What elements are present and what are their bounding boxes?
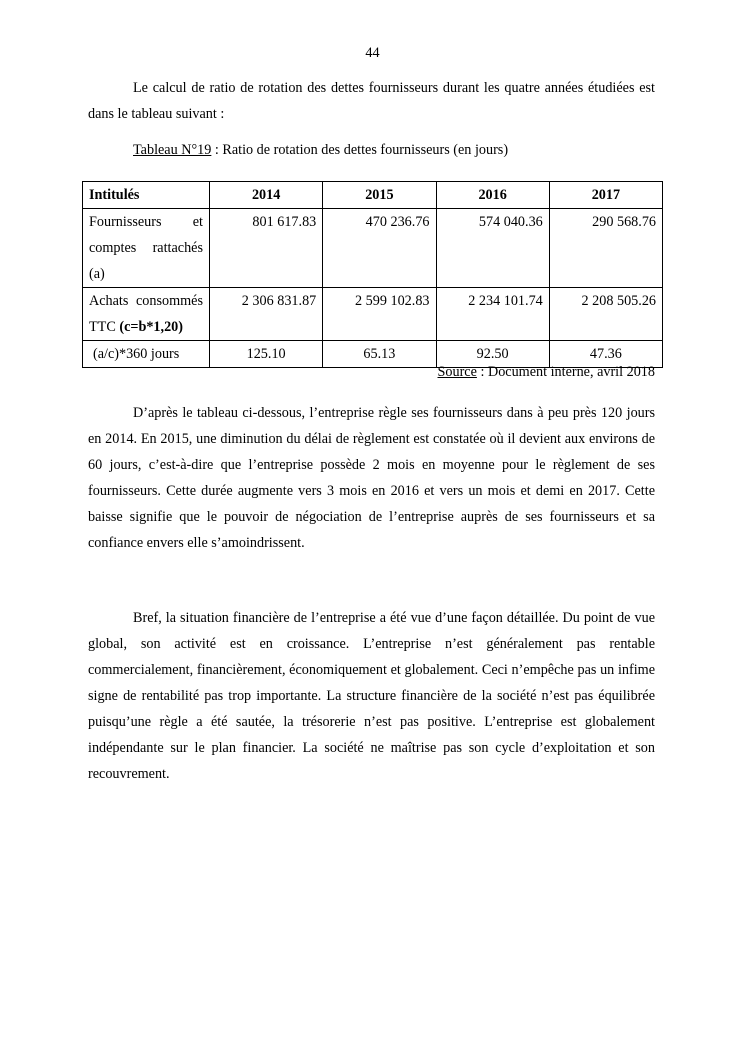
table-caption-label: Tableau N°19: [133, 142, 212, 158]
table-caption: [133, 142, 508, 159]
table-header-row: [83, 182, 663, 209]
row-label-fournisseurs: Fournisseurs et comptes rattachés (a): [83, 209, 210, 288]
ratio-table: [82, 181, 663, 368]
header-cell-2017: 2017: [549, 182, 662, 209]
header-cell-2015: 2015: [323, 182, 436, 209]
row-label-achats-formula: (c=b*1,20): [119, 319, 183, 335]
table-source: [438, 364, 656, 381]
table-cell: 290 568.76: [549, 209, 662, 288]
table-cell: 47.36: [549, 341, 662, 368]
table-cell: 470 236.76: [323, 209, 436, 288]
row-label-achats-text: Achats consommés TTC: [89, 293, 203, 335]
table-cell: 92.50: [436, 341, 549, 368]
table-cell: 2 208 505.26: [549, 288, 662, 341]
intro-paragraph: Le calcul de ratio de rotation des dettes fournisseurs durant les quatre années étudiées est dans le tableau suivant :: [88, 80, 655, 122]
summary-paragraph: Bref, la situation financière de l’entreprise a été vue d’une façon détaillée. Du point de vue global, son activité est en croissance. L’entreprise n’est généralement pas rentable commercialement, financièrement, économiquement et globalement. Ceci n’empêche pas un infime signe de rentabilité pas trop importante. La structure financière de la société n’est pas équilibrée puisqu’une règle a été sautée, la trésorerie n’est pas positive. L’entreprise est globalement indépendante sur le plan financier. La société ne maîtrise pas son cycle d’exploitation et son recouvrement.: [88, 610, 655, 782]
table-row: [83, 288, 663, 341]
source-label: Source: [437, 364, 477, 380]
table-cell: 125.10: [210, 341, 323, 368]
row-label-ratio: (a/c)*360 jours: [83, 341, 210, 368]
table-cell: 2 306 831.87: [210, 288, 323, 341]
header-cell-2016: 2016: [436, 182, 549, 209]
page-number: 44: [365, 45, 380, 61]
source-text: : Document interne, avril 2018: [476, 364, 655, 380]
table-cell: 574 040.36: [436, 209, 549, 288]
table-caption-text: : Ratio de rotation des dettes fournisseurs (en jours): [211, 142, 509, 158]
table-cell: 801 617.83: [210, 209, 323, 288]
row-label-achats: [83, 288, 210, 341]
table-cell: 2 599 102.83: [323, 288, 436, 341]
header-cell-intitules: Intitulés: [83, 182, 210, 209]
analysis-paragraph: D’après le tableau ci-dessous, l’entreprise règle ses fournisseurs dans à peu près 120 jours en 2014. En 2015, une diminution du délai de règlement est constatée où il devient aux environs de 60 jours, c’est-à-dire que l’entreprise possède 2 mois en moyenne pour le règlement de ses fournisseurs. Cette durée augmente vers 3 mois en 2016 et vers un mois et demi en 2017. Cette baisse signifie que le pouvoir de négociation de l’entreprise auprès de ses fournisseurs et sa confiance envers elle s’amoindrissent.: [88, 405, 655, 551]
header-cell-2014: 2014: [210, 182, 323, 209]
table-cell: 65.13: [323, 341, 436, 368]
table-cell: 2 234 101.74: [436, 288, 549, 341]
table-row: [83, 209, 663, 288]
